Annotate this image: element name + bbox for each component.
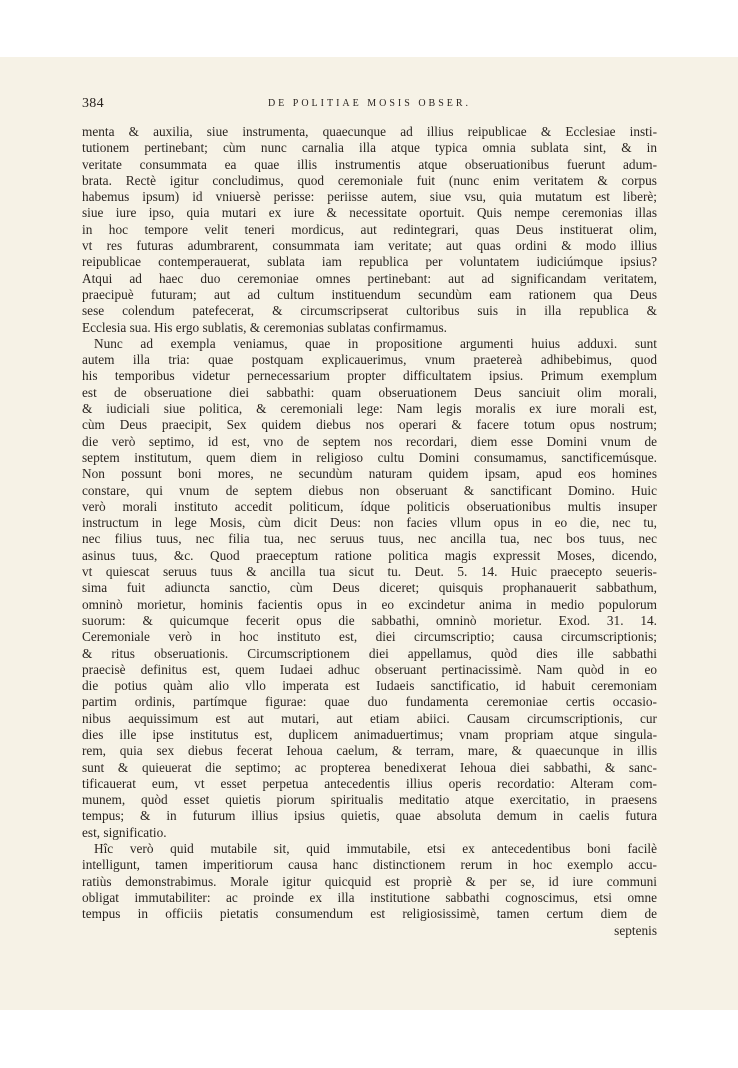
text-line: constare, qui vnum de septem diebus non obseruant & sanctificant Domino. Huic [82, 482, 657, 498]
text-line: siue iure ipso, quia mutari ex iure & necessitate oportuit. Quis nempe ceremonias illas [82, 205, 657, 221]
text-line: & iudiciali siue politica, & ceremoniali lege: Nam legis moralis ex iure morali est, [82, 401, 657, 417]
text-line: & ritus obseruationis. Circumscriptionem diei appellamus, quòd dies ille sabbathi [82, 645, 657, 661]
text-line: partim ordinis, partímque figurae: quae duo fundamenta ceremoniae certis occasio- [82, 694, 657, 710]
text-line: praecisè definitus est, quem Iudaei adhuc obseruant pertinacissimè. Nam quòd in eo [82, 661, 657, 677]
text-line: reipublicae contemperauerat, sublata iam republica per voluntatem iudiciúmque ipsius? [82, 254, 657, 270]
text-line: veritate consummata ea quae illis instrumentis atque obseruationibus fuerunt adum- [82, 156, 657, 172]
page-number: 384 [82, 96, 104, 111]
text-line: omninò morietur, hominis facientis opus in eo excindetur anima in medio populorum [82, 596, 657, 612]
page-header [82, 96, 657, 112]
text-line: habemus ipsum) id vniuersè perisse: periisse autem, siue vsu, quia mutatum est liberè; [82, 189, 657, 205]
text-line: obligat immutabiliter: ac proinde ex illa institutione sabbathi cognoscimus, etsi omne [82, 889, 657, 905]
text-line: munem, quòd esset quietis piorum spiritualis meditatio atque exercitatio, in praesens [82, 792, 657, 808]
text-line: Ceremoniale verò in hoc instituto est, diei circumscriptio; causa circumscriptionis; [82, 629, 657, 645]
text-line: asinus tuus, &c. Quod praeceptum ratione politica magis expressit Moses, dicendo, [82, 547, 657, 563]
text-line: instructum in lege Mosis, cùm dicit Deus: non facies vllum opus in eo die, nec tu, [82, 515, 657, 531]
text-line: suorum: & quicumque fecerit opus die sabbathi, omninò morietur. Exod. 31. 14. [82, 612, 657, 628]
text-line: tempus in officiis pietatis consumendum est religiosissimè, tamen certum diem de [82, 906, 657, 922]
text-line: sima fuit adiuncta sanctio, cùm Deus diceret; quisquis prophanauerit sabbathum, [82, 580, 657, 596]
text-line: tificauerat eum, vt esset perpetua antecedentis illius operis recordatio: Alteram com- [82, 775, 657, 791]
text-line: die verò septimo, id est, vno de septem nos recordari, diem esse Domini vnum de [82, 433, 657, 449]
text-line: verò morali instituto accedit politicum, ídque politicis obseruationibus multis insuper [82, 498, 657, 514]
text-line: est, significatio. [82, 824, 167, 840]
text-line: in hoc tempore velit teneri mordicus, aut redintegrari, quas Deus instituerat olim, [82, 221, 657, 237]
text-line: Non possunt boni mores, ne secundùm naturam quidem ipsam, apud eos homines [82, 466, 657, 482]
text-line: praecipuè futuram; aut ad cultum instituendum secundùm eam rationem qua Deus [82, 286, 657, 302]
text-line: tutionem pertinebant; cùm nunc carnalia illa atque typica omnia sublata sint, & in [82, 140, 657, 156]
text-line: dies ille ipse institutus est, duplicem animaduertimus; vnam propriam atque singula- [82, 726, 657, 742]
text-line: Nunc ad exempla veniamus, quae in propositione argumenti huius adduxi. sunt [94, 335, 657, 351]
text-line: nibus aequissimum est aut mutari, aut etiam abiici. Causam circumscriptionis, cur [82, 710, 657, 726]
text-line: Hîc verò quid mutabile sit, quid immutabile, etsi ex antecedentibus boni facilè [94, 841, 657, 857]
text-line: ratiùs demonstrabimus. Morale igitur quicquid est propriè & per se, id iure communi [82, 873, 657, 889]
running-head: DE POLITIAE MOSIS OBSER. [267, 98, 472, 109]
text-line: cùm Deus praecipit, Sex quidem diebus nos operari & facere totum opus nostrum; [82, 417, 657, 433]
text-line: sunt & quieuerat die septimo; ac propterea benedixerat Iehoua diei sabbathi, & sanc- [82, 759, 657, 775]
catchword: septenis [614, 922, 657, 938]
text-line: autem illa tria: quae postquam explicauerimus, vnum praetereà adhibebimus, quod [82, 352, 657, 368]
text-line: tempus; & in futurum illius ipsius quietis, quae absoluta demum in caelis futura [82, 808, 657, 824]
text-line: sese colendum patefecerat, & circumscripserat cultoribus suis in illa republica & [82, 303, 657, 319]
text-line: est de obseruatione diei sabbathi: quam obseruationem Deus sanciuit olim morali, [82, 384, 657, 400]
text-line: intelligunt, tamen imperitiorum causa hanc distinctionem rerum in hoc exemplo accu- [82, 857, 657, 873]
text-line: septem institutum, quem diem in religioso cultu Domini consumamus, sanctificemúsque. [82, 449, 657, 465]
text-line: brata. Rectè igitur concludimus, quod ceremoniale fuit (nunc enim veritatem & corpus [82, 172, 657, 188]
body-text [82, 124, 657, 939]
text-line: menta & auxilia, siue instrumenta, quaecunque ad illius reipublicae & Ecclesiae insti- [82, 124, 657, 139]
text-line: rem, quia sex diebus fecerat Iehoua caelum, & terram, mare, & quaecunque in illis [82, 743, 657, 759]
text-line: vt res futuras adumbrarent, consummata iam veritate; aut quas ordini & modo illius [82, 238, 657, 254]
text-line: die potius quàm alio vllo imperata est Iudaeis sanctificatio, id habuit ceremoniam [82, 678, 657, 694]
text-line: Atqui ad haec duo ceremoniae omnes pertinebant: aut ad significandam veritatem, [82, 270, 657, 286]
text-line: Ecclesia sua. His ergo sublatis, & ceremonias sublatas confirmamus. [82, 319, 447, 335]
text-line: his temporibus videtur pernecessarium propter difficultatem ipsius. Primum exemplum [82, 368, 657, 384]
text-line: vt quiescat seruus tuus & ancilla tua sicut tu. Deut. 5. 14. Huic praecepto seueris- [82, 564, 657, 580]
text-line: nec filius tuus, nec filia tua, nec seruus tuus, nec ancilla tua, nec bos tuus, nec [82, 531, 657, 547]
